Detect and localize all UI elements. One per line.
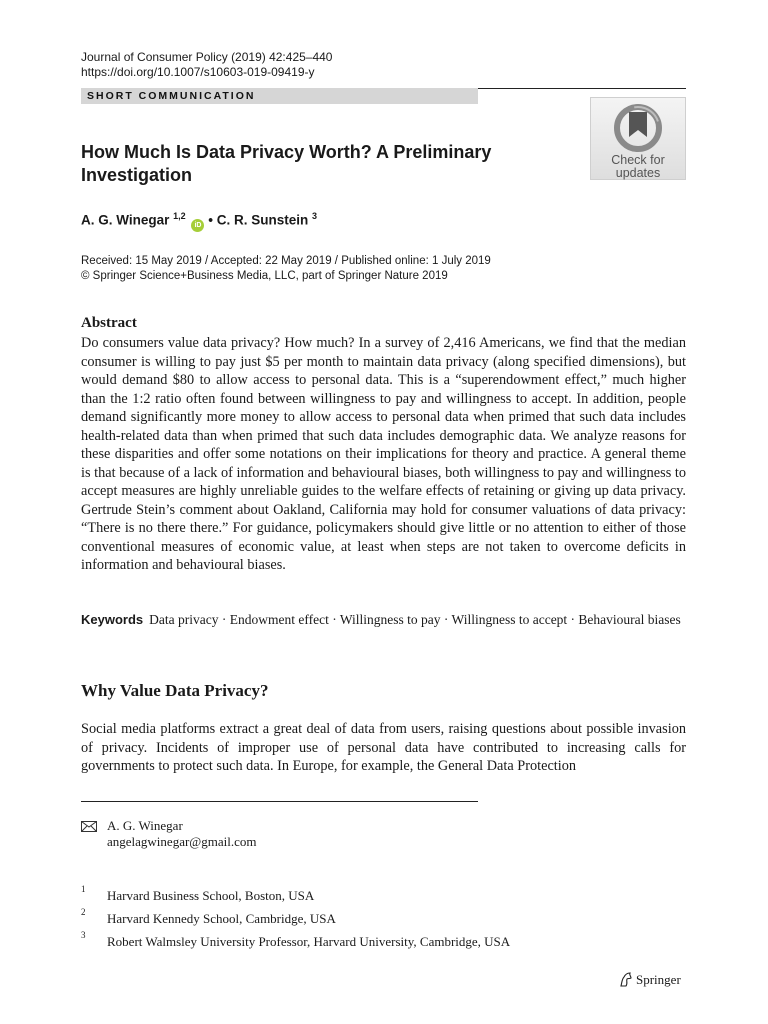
doi-link[interactable]: https://doi.org/10.1007/s10603-019-09419-y (81, 65, 315, 79)
paper-title: How Much Is Data Privacy Worth? A Preliminary Investigation (81, 142, 492, 185)
copyright-line: © Springer Science+Business Media, LLC, part of Springer Nature 2019 (81, 270, 448, 282)
affiliation-number: 3 (81, 930, 86, 940)
author-name[interactable]: A. G. Winegar (81, 212, 170, 228)
abstract-heading: Abstract (81, 315, 137, 331)
corresponding-author-email[interactable]: angelagwinegar@gmail.com (107, 834, 257, 849)
corresponding-author-name: A. G. Winegar (107, 818, 183, 833)
keywords-list: Data privacy · Endowment effect · Willingness to pay · Willingness to accept · Behavioural biases (149, 612, 681, 627)
affiliation-number: 1 (81, 884, 86, 894)
author-affiliation-marks: 1,2 (173, 211, 186, 221)
affiliation-text: Harvard Business School, Boston, USA (107, 888, 315, 903)
footnote-rule (81, 801, 478, 802)
affiliation-number: 2 (81, 907, 86, 917)
check-for-updates-button[interactable] (590, 97, 686, 180)
affiliation-text: Robert Walmsley University Professor, Harvard University, Cambridge, USA (107, 934, 511, 949)
author-name[interactable]: C. R. Sunstein (216, 212, 309, 228)
author-list (81, 211, 317, 232)
check-updates-line2: updates (615, 166, 661, 180)
crossmark-icon (613, 103, 663, 153)
history-dates: Received: 15 May 2019 / Accepted: 22 May 2019 / Published online: 1 July 2019 (81, 255, 491, 267)
section-paragraph: Social media platforms extract a great deal of data from users, raising questions about possible invasion of privacy. Incidents of improper use of personal data have contributed to increasing calls for governments to protect such data. In Europe, for example, the General Data Protection (81, 721, 686, 774)
journal-citation: Journal of Consumer Policy (2019) 42:425–440 (81, 50, 333, 64)
journal-header (81, 50, 332, 80)
author-affiliation-marks: 3 (311, 211, 317, 221)
article-type-band: SHORT COMMUNICATION (81, 88, 478, 104)
publication-history (81, 254, 491, 284)
orcid-icon[interactable]: iD (191, 219, 204, 232)
keywords-label: Keywords (81, 612, 144, 627)
springer-horse-icon (619, 972, 633, 987)
springer-logo (619, 972, 681, 988)
check-updates-line1: Check for (611, 153, 665, 167)
section-heading: Why Value Data Privacy? (81, 681, 269, 700)
author-separator: • (208, 212, 213, 228)
keywords (81, 610, 686, 629)
affiliation-text: Harvard Kennedy School, Cambridge, USA (107, 911, 336, 926)
publisher-name: Springer (636, 972, 681, 987)
envelope-icon (81, 821, 97, 832)
abstract-text: Do consumers value data privacy? How much? In a survey of 2,416 Americans, we find that the median consumer is willing to pay just $5 per month to maintain data privacy (along specified dimensions), but would demand $80 to allow access to personal data. This is a “superendowment effect,” much higher than the 1:2 ratio often found between willingness to pay and willingness to accept. In addition, people demand significantly more money to allow access to personal data when primed that such data includes health-related data than when primed that such data includes demographic data. We analyze reasons for these disparities and offer some notations on their implications for theory and practice. A general theme is that because of a lack of information and behavioural biases, both willingness to pay and willingness to accept measures are highly unreliable guides to the welfare effects of retaining or giving up data privacy. Gertrude Stein’s comment about Oakland, California may hold for consumer valuations of data privacy: “There is no there there.” For guidance, policymakers should give little or no attention to either of those conventional measures of economic value, at least when steps are not taken to overcome deficits in information and behavioural biases. (81, 335, 686, 573)
